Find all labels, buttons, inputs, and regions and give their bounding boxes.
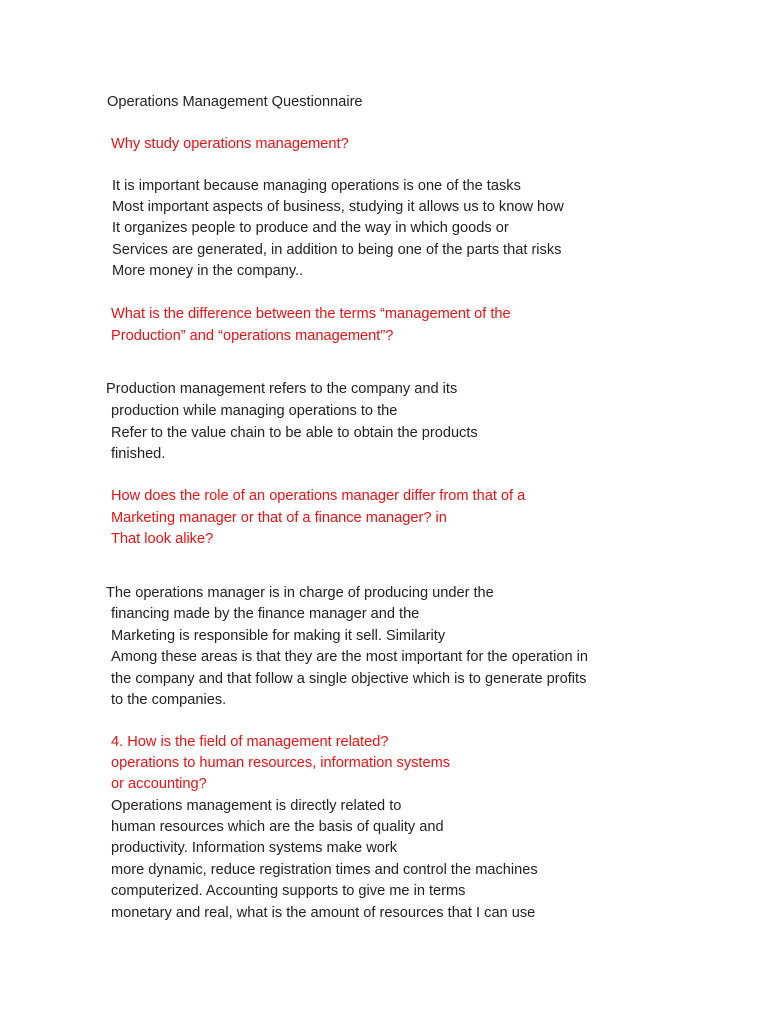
answer-4-line-5: computerized. Accounting supports to give me in terms [111, 883, 466, 899]
answer-2-line-4: finished. [111, 446, 166, 462]
question-3-line-3: That look alike? [111, 531, 214, 547]
question-4-line-3: or accounting? [111, 776, 207, 792]
answer-2-line-2: production while managing operations to the [111, 403, 398, 419]
question-4-line-2: operations to human resources, information systems [111, 755, 451, 771]
answer-2-line-1: Production management refers to the company and its [106, 381, 458, 397]
question-2-line-1: What is the difference between the terms “management of the [111, 306, 511, 322]
answer-3-line-2: financing made by the finance manager and the [111, 606, 420, 622]
answer-3-line-1: The operations manager is in charge of producing under the [106, 585, 494, 601]
answer-4-line-1: Operations management is directly related to [111, 798, 402, 814]
question-2-line-2: Production” and “operations management”? [111, 328, 394, 344]
answer-3-line-5: the company and that follow a single objective which is to generate profits [111, 671, 587, 687]
question-1-line-1: Why study operations management? [111, 136, 349, 152]
answer-3-line-6: to the companies. [111, 692, 227, 708]
document-title: Operations Management Questionnaire [107, 94, 363, 110]
answer-4-line-2: human resources which are the basis of quality and [111, 819, 444, 835]
answer-1-line-3: It organizes people to produce and the way in which goods or [112, 220, 509, 236]
answer-1-line-4: Services are generated, in addition to being one of the parts that risks [112, 242, 562, 258]
answer-1-line-5: More money in the company.. [112, 263, 304, 279]
question-3-line-2: Marketing manager or that of a finance manager? in [111, 510, 447, 526]
question-4-line-1: 4. How is the field of management related? [111, 734, 389, 750]
question-3-line-1: How does the role of an operations manager differ from that of a [111, 488, 526, 504]
answer-4-line-6: monetary and real, what is the amount of resources that I can use [111, 905, 536, 921]
answer-3-line-3: Marketing is responsible for making it sell. Similarity [111, 628, 446, 644]
answer-3-line-4: Among these areas is that they are the most important for the operation in [111, 649, 588, 665]
answer-1-line-1: It is important because managing operations is one of the tasks [112, 178, 521, 194]
answer-2-line-3: Refer to the value chain to be able to obtain the products [111, 425, 478, 441]
answer-4-line-4: more dynamic, reduce registration times and control the machines [111, 862, 538, 878]
answer-1-line-2: Most important aspects of business, studying it allows us to know how [112, 199, 564, 215]
answer-4-line-3: productivity. Information systems make work [111, 840, 398, 856]
